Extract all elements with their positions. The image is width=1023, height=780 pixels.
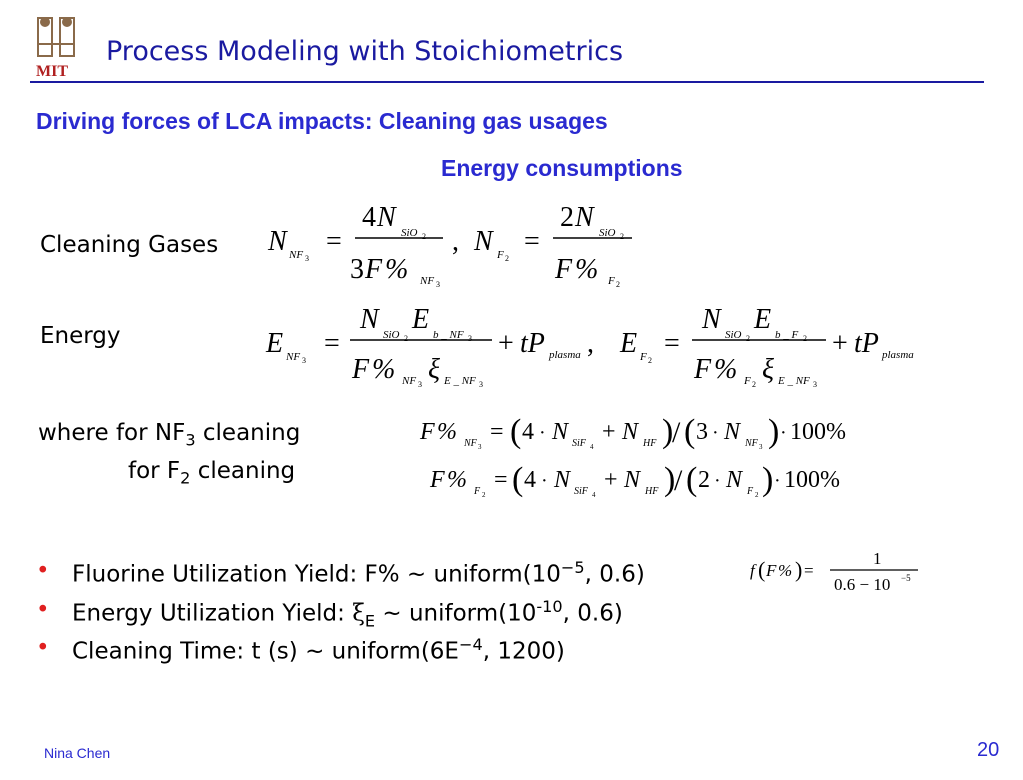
svg-text:F: F (694, 354, 712, 385)
equation-fpct-nf3 (418, 410, 858, 452)
subtitle-energy: Energy consumptions (441, 155, 683, 181)
svg-text:=: = (494, 467, 508, 493)
svg-text:F: F (555, 254, 573, 285)
svg-text:SiO: SiO (383, 329, 400, 341)
svg-text:3: 3 (468, 334, 472, 343)
bullet-energy-yield (36, 597, 645, 636)
svg-text:+: + (498, 328, 514, 359)
svg-text:=: = (326, 226, 342, 257)
bullet-energy-subscript: E (364, 610, 376, 630)
svg-text:(: ( (512, 461, 524, 498)
bullet-time-suffix: , 1200) (482, 638, 565, 665)
svg-text:N: N (726, 467, 743, 493)
svg-text:%: % (575, 254, 599, 285)
svg-text:F: F (744, 375, 751, 387)
title-rule (30, 81, 984, 83)
svg-text:3: 3 (418, 380, 422, 389)
svg-text:/: / (672, 416, 681, 449)
svg-text:SiF: SiF (572, 438, 586, 449)
label-where-nf3-suffix: cleaning (195, 420, 301, 446)
svg-text:NF: NF (402, 375, 417, 387)
svg-text:E: E (754, 304, 772, 335)
svg-text:3: 3 (479, 380, 483, 389)
bullet-energy-exponent: -10 (536, 596, 563, 616)
svg-text:F: F (474, 486, 481, 497)
svg-text:NF: NF (745, 438, 758, 449)
svg-text:3: 3 (478, 443, 482, 451)
svg-text:N: N (624, 467, 641, 493)
svg-text:+: + (832, 328, 848, 359)
svg-text:): ) (768, 413, 780, 450)
svg-text:F: F (430, 467, 445, 493)
svg-text:=: = (804, 561, 814, 580)
svg-text:N: N (552, 419, 569, 445)
label-energy: Energy (40, 323, 121, 349)
svg-text:100%: 100% (784, 467, 840, 493)
svg-text:·: · (780, 422, 787, 444)
svg-text:·: · (774, 470, 781, 492)
svg-text:F: F (352, 354, 370, 385)
svg-text:F: F (365, 254, 383, 285)
svg-text:2: 2 (803, 334, 807, 343)
svg-text:=: = (490, 419, 504, 445)
svg-text:): ) (795, 557, 803, 582)
svg-text:=: = (324, 328, 340, 359)
svg-text:N: N (474, 226, 493, 257)
svg-text:ξ: ξ (428, 354, 440, 385)
label-where-nf3-prefix: where for NF (38, 420, 186, 446)
svg-text:N: N (377, 202, 396, 233)
svg-text:2: 2 (482, 491, 486, 499)
svg-text:%: % (714, 354, 738, 385)
svg-text:(: ( (758, 557, 766, 582)
page-number: 20 (977, 739, 1000, 761)
svg-text:F: F (608, 275, 615, 287)
svg-text:ξ: ξ (762, 354, 774, 385)
svg-text:): ) (662, 413, 674, 450)
svg-text:2: 2 (620, 232, 624, 241)
bullet-cleaning-time (36, 635, 645, 674)
svg-text:N: N (360, 304, 379, 335)
logo-text: MIT (36, 63, 68, 80)
svg-text:4: 4 (524, 467, 536, 493)
svg-text:·: · (539, 422, 546, 444)
svg-text:2: 2 (505, 254, 509, 263)
svg-text:(: ( (686, 461, 698, 498)
svg-text:F: F (640, 351, 647, 363)
bullet-energy-xi-symbol: ξ (352, 600, 365, 627)
svg-text:): ) (664, 461, 676, 498)
svg-text:·: · (541, 470, 548, 492)
svg-text:100%: 100% (790, 419, 846, 445)
footer-author: Nina Chen (44, 745, 111, 761)
label-where-nf3-sub: 3 (185, 430, 196, 450)
bullet-time-text: Cleaning Time: t (s) ~ uniform(6E (72, 638, 459, 665)
svg-text:E: E (620, 328, 638, 359)
svg-text:3: 3 (350, 254, 364, 285)
svg-text:3: 3 (302, 356, 306, 365)
label-for-f2 (128, 458, 295, 488)
mit-logo (32, 14, 84, 80)
logo-figure-right-head (62, 17, 72, 27)
label-for-f2-sub: 2 (180, 468, 191, 488)
subtitle-cleaning-gas: Driving forces of LCA impacts: Cleaning gas usages (36, 108, 608, 134)
bullet-fluorine-suffix: , 0.6) (584, 561, 645, 588)
svg-text:b _ NF: b _ NF (433, 329, 464, 341)
svg-text:2: 2 (616, 280, 620, 289)
svg-text:1: 1 (873, 549, 882, 568)
equation-uniform-pdf (748, 546, 928, 598)
label-for-f2-prefix: for F (128, 458, 181, 484)
svg-text:HF: HF (645, 486, 659, 497)
svg-text:%: % (778, 561, 793, 580)
bullet-marker: • (36, 558, 50, 584)
svg-text:E _ NF: E _ NF (778, 375, 810, 387)
svg-text:/: / (674, 464, 683, 497)
svg-text:SiO: SiO (725, 329, 742, 341)
svg-text:,: , (452, 226, 459, 257)
svg-text:4: 4 (362, 202, 376, 233)
svg-text:·: · (714, 470, 721, 492)
svg-text:NF: NF (420, 275, 435, 287)
bullet-fluorine-yield (36, 558, 645, 597)
bullet-energy-text: Energy Utilization Yield: (72, 600, 353, 627)
svg-text:(: ( (510, 413, 522, 450)
svg-text:=: = (664, 328, 680, 359)
svg-text:f: f (750, 561, 755, 580)
equation-fpct-f2 (428, 458, 858, 500)
svg-text:(: ( (684, 413, 696, 450)
svg-text:%: % (447, 467, 467, 493)
equation-energy (262, 296, 942, 392)
svg-text:%: % (385, 254, 409, 285)
svg-text:3: 3 (759, 443, 763, 451)
svg-text:,: , (587, 328, 594, 359)
svg-text:N: N (622, 419, 639, 445)
bullet-energy-mid: ~ uniform(10 (375, 600, 537, 627)
svg-text:2: 2 (648, 356, 652, 365)
svg-text:HF: HF (643, 438, 657, 449)
svg-text:4: 4 (590, 443, 594, 451)
svg-text:SiF: SiF (574, 486, 588, 497)
svg-text:=: = (524, 226, 540, 257)
svg-text:NF: NF (286, 351, 301, 363)
svg-text:tP: tP (520, 328, 545, 359)
bullet-marker: • (36, 596, 50, 623)
svg-text:NF: NF (464, 438, 477, 449)
svg-text:3: 3 (696, 419, 708, 445)
bullet-fluorine-exponent: −5 (560, 558, 585, 577)
bullet-fluorine-text: Fluorine Utilization Yield: F% ~ uniform(10 (72, 561, 561, 588)
svg-text:·: · (712, 422, 719, 444)
svg-text:+: + (604, 467, 618, 493)
svg-text:%: % (437, 419, 457, 445)
svg-text:plasma: plasma (549, 349, 581, 361)
svg-text:−5: −5 (901, 573, 911, 583)
svg-text:4: 4 (522, 419, 534, 445)
svg-text:2: 2 (404, 334, 408, 343)
bullet-time-exponent: −4 (458, 635, 483, 654)
logo-figure-left-head (40, 17, 50, 27)
svg-text:2: 2 (752, 380, 756, 389)
bullet-marker: • (36, 635, 50, 661)
svg-text:%: % (372, 354, 396, 385)
svg-text:3: 3 (813, 380, 817, 389)
svg-text:2: 2 (746, 334, 750, 343)
svg-text:E _ NF: E _ NF (444, 375, 476, 387)
svg-text:): ) (762, 461, 774, 498)
svg-text:2: 2 (560, 202, 574, 233)
bullet-energy-suffix: , 0.6) (562, 600, 623, 627)
svg-text:F: F (747, 486, 754, 497)
label-where-nf3 (38, 420, 300, 450)
svg-text:F: F (497, 249, 504, 261)
svg-text:0.6 − 10: 0.6 − 10 (834, 575, 891, 594)
svg-text:b _ F: b _ F (775, 329, 799, 341)
svg-text:4: 4 (592, 491, 596, 499)
svg-text:plasma: plasma (882, 349, 914, 361)
svg-text:F: F (766, 561, 777, 580)
svg-text:SiO: SiO (599, 227, 616, 239)
label-cleaning-gases: Cleaning Gases (40, 232, 219, 258)
svg-text:2: 2 (698, 467, 710, 493)
svg-text:3: 3 (436, 280, 440, 289)
svg-text:3: 3 (305, 254, 309, 263)
svg-text:N: N (724, 419, 741, 445)
label-for-f2-suffix: cleaning (190, 458, 296, 484)
svg-text:2: 2 (755, 491, 759, 499)
svg-text:tP: tP (854, 328, 879, 359)
svg-text:+: + (602, 419, 616, 445)
slide-title: Process Modeling with Stoichiometrics (106, 36, 624, 67)
svg-text:SiO: SiO (401, 227, 418, 239)
svg-text:E: E (266, 328, 284, 359)
equation-cleaning-gases (262, 196, 642, 292)
svg-text:N: N (575, 202, 594, 233)
svg-text:N: N (268, 226, 287, 257)
svg-text:N: N (702, 304, 721, 335)
svg-text:2: 2 (422, 232, 426, 241)
svg-text:E: E (412, 304, 430, 335)
svg-text:N: N (554, 467, 571, 493)
svg-text:NF: NF (289, 249, 304, 261)
svg-text:F: F (420, 419, 435, 445)
bullet-list (36, 558, 645, 674)
